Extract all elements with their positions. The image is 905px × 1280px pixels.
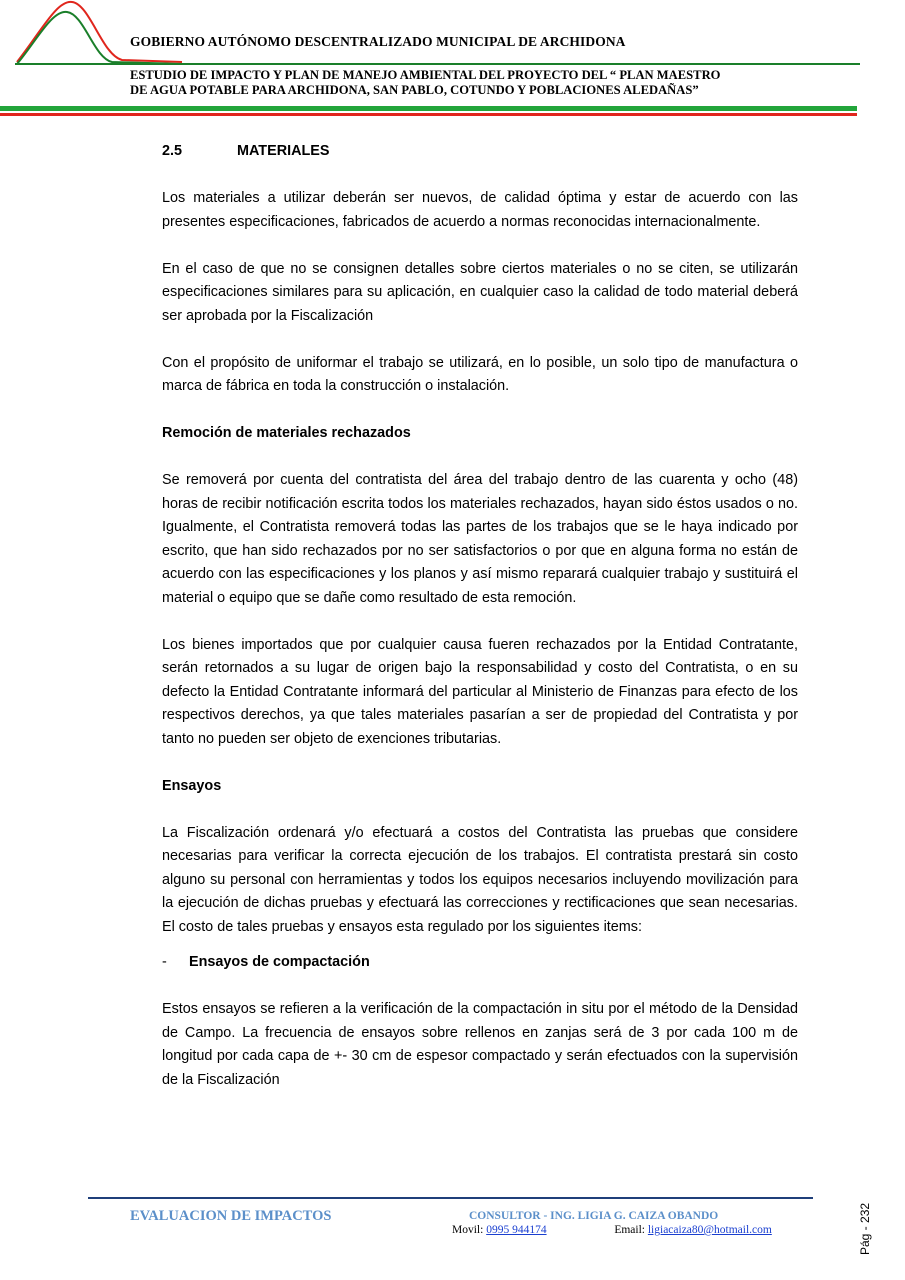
header-divider xyxy=(15,63,860,65)
movil-label: Movil: xyxy=(452,1224,487,1236)
paragraph: Los materiales a utilizar deberán ser nuevos, de calidad óptima y estar de acuerdo con las presentes especificaciones, fabricados de acuerdo a normas reconocidas internacionalmente. xyxy=(162,190,798,230)
section-number: 2.5 xyxy=(162,143,183,159)
email-label: Email: xyxy=(614,1224,648,1236)
phone-link[interactable]: 0995 944174 xyxy=(486,1224,547,1236)
page-number: Pág - 232 xyxy=(858,1202,872,1255)
email-link[interactable]: ligiacaiza80@hotmail.com xyxy=(647,1224,772,1236)
bullet-dash: - xyxy=(162,954,167,970)
section-heading xyxy=(162,140,798,164)
header-red-band xyxy=(0,113,857,116)
paragraph: La Fiscalización ordenará y/o efectuará a costos del Contratista las pruebas que considere necesarias para verificar la correcta ejecución de los trabajos. El contratista prestará sin costo alguno su personal con herramientas y todos los equipos necesarios incluyendo movilización para la ejecución de dichas pruebas y efectuará las correcciones y rectificaciones que sean necesarias. El costo de tales pruebas y ensayos esta regulado por los siguientes items: xyxy=(162,824,798,935)
header-study-line-2: DE AGUA POTABLE PARA ARCHIDONA, SAN PABLO, COTUNDO Y POBLACIONES ALEDAÑAS” xyxy=(130,83,699,97)
footer-consultor: CONSULTOR - ING. LIGIA G. CAIZA OBANDO xyxy=(469,1210,719,1222)
paragraph: Los bienes importados que por cualquier causa fueren rechazados por la Entidad Contratante, serán retornados a su lugar de origen bajo la responsabilidad y costo del Contratista, o en su defecto la Entidad Contratante informará del particular al Ministerio de Finanzas para efecto de los respectivos derechos, ya que tales materiales pasarían a ser de propiedad del Contratista y por tanto no pueden ser objeto de exenciones tributarias. xyxy=(162,636,798,747)
paragraph: Estos ensayos se refieren a la verificación de la compactación in situ por el método de la Densidad de Campo. La frecuencia de ensayos sobre rellenos en zanjas será de 3 por cada 100 m de longitud por cada capa de +- 30 cm de espesor compactado y serán efectuados con la supervisión de la Fiscalización xyxy=(162,1001,798,1088)
footer-divider xyxy=(88,1197,813,1199)
section-title: MATERIALES xyxy=(237,143,330,159)
paragraph: Con el propósito de uniformar el trabajo se utilizará, en lo posible, un solo tipo de manufactura o marca de fábrica en toda la construcción o instalación. xyxy=(162,354,798,394)
footer-contact xyxy=(452,1224,772,1236)
footer-section-name: EVALUACION DE IMPACTOS xyxy=(130,1208,332,1224)
header-organization: GOBIERNO AUTÓNOMO DESCENTRALIZADO MUNICIPAL DE ARCHIDONA xyxy=(130,34,626,49)
header-study-line-1: ESTUDIO DE IMPACTO Y PLAN DE MANEJO AMBIENTAL DEL PROYECTO DEL “ PLAN MAESTRO xyxy=(130,68,721,82)
paragraph: En el caso de que no se consignen detalles sobre ciertos materiales o no se citen, se utilizarán especificaciones similares para su aplicación, en cualquier caso la calidad de todo material deberá ser aprobada por la Fiscalización xyxy=(162,260,798,324)
bullet-item xyxy=(162,951,798,975)
document-body xyxy=(162,140,798,1116)
subheading-tests: Ensayos xyxy=(162,777,222,794)
bullet-title: Ensayos de compactación xyxy=(189,954,370,970)
header-study-title xyxy=(130,68,820,98)
header-green-band xyxy=(0,106,857,111)
subheading-removal: Remoción de materiales rechazados xyxy=(162,425,411,441)
paragraph: Se removerá por cuenta del contratista del área del trabajo dentro de las cuarenta y ocho (48) horas de recibir notificación escrita todos los materiales rechazados, hayan sido éstos usados o no. Igualmente, el Contratista removerá todas las partes de los trabajos que se le haya indicado por escrito, que han sido rechazados por no ser satisfactorios o por que en alguna forma no están de acuerdo con las especificaciones y los planos y así mismo reparará cualquier trabajo y sustituirá el material o equipo que se dañe como resultado de esta remoción. xyxy=(162,472,798,606)
